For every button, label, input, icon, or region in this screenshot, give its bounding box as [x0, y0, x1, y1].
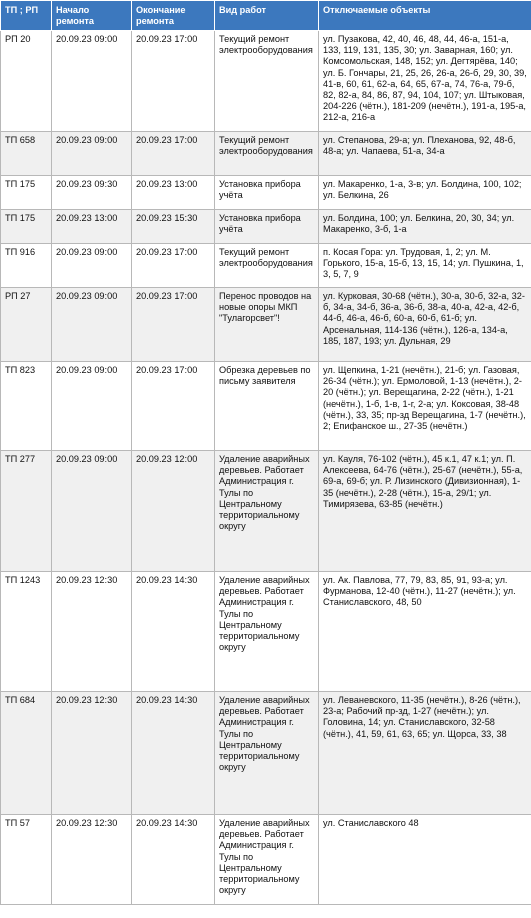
header-end: Окончание ремонта — [132, 1, 215, 31]
cell-work: Удаление аварийных деревьев. Работает Администрация г. Тулы по Центральному территориальному округу — [215, 572, 319, 692]
cell-start: 20.09.23 09:00 — [52, 132, 132, 176]
cell-tp: РП 27 — [1, 288, 52, 362]
header-objects: Отключаемые объекты — [319, 1, 531, 31]
cell-end: 20.09.23 17:00 — [132, 31, 215, 132]
cell-work: Удаление аварийных деревьев. Работает Администрация г. Тулы по Центральному территориальному округу — [215, 692, 319, 815]
cell-work: Текущий ремонт электрооборудования — [215, 31, 319, 132]
cell-tp: ТП 57 — [1, 815, 52, 905]
cell-objects: ул. Леваневского, 11-35 (нечётн.), 8-26 (чётн.), 23-а; Рабочий пр-зд, 1-27 (нечётн.); ул. Головина, 14; ул. Станиславского, 32-58 (чётн.), 41, 59, 61, 63, 65; ул. Щорса, 33, 38 — [319, 692, 531, 815]
cell-start: 20.09.23 12:30 — [52, 572, 132, 692]
cell-objects: ул. Кауля, 76-102 (чётн.), 45 к.1, 47 к.1; ул. П. Алексеева, 64-76 (чётн.), 25-67 (нечётн.), 55-а, 69-а, 69-б; ул. Р. Лизинского (Дивизионная), 1-35 (нечётн.), 2-28 (чётн.), 15-а, 29/1; ул. Тимирязева, 63-85 (нечётн.) — [319, 451, 531, 572]
cell-objects: ул. Макаренко, 1-а, 3-в; ул. Болдина, 100, 102; ул. Белкина, 26 — [319, 176, 531, 210]
cell-start: 20.09.23 09:30 — [52, 176, 132, 210]
cell-work: Удаление аварийных деревьев. Работает Администрация г. Тулы по Центральному территориальному округу — [215, 815, 319, 905]
cell-end: 20.09.23 14:30 — [132, 572, 215, 692]
header-tp: ТП ; РП — [1, 1, 52, 31]
cell-tp: ТП 684 — [1, 692, 52, 815]
cell-start: 20.09.23 12:30 — [52, 815, 132, 905]
cell-end: 20.09.23 12:00 — [132, 451, 215, 572]
cell-end: 20.09.23 17:00 — [132, 288, 215, 362]
cell-start: 20.09.23 09:00 — [52, 362, 132, 451]
table-row — [1, 451, 531, 572]
table-row — [1, 362, 531, 451]
cell-objects: п. Косая Гора: ул. Трудовая, 1, 2; ул. М. Горького, 15-а, 15-б, 13, 15, 14; ул. Пушкина, 1, 3, 5, 7, 9 — [319, 244, 531, 288]
cell-start: 20.09.23 13:00 — [52, 210, 132, 244]
cell-end: 20.09.23 14:30 — [132, 692, 215, 815]
cell-objects: ул. Степанова, 29-а; ул. Плеханова, 92, 48-б, 48-а; ул. Чапаева, 51-а, 34-а — [319, 132, 531, 176]
table-row — [1, 210, 531, 244]
cell-work: Обрезка деревьев по письму заявителя — [215, 362, 319, 451]
cell-start: 20.09.23 09:00 — [52, 31, 132, 132]
header-row — [1, 1, 531, 31]
cell-tp: ТП 916 — [1, 244, 52, 288]
cell-end: 20.09.23 14:30 — [132, 815, 215, 905]
cell-end: 20.09.23 17:00 — [132, 244, 215, 288]
table-row — [1, 692, 531, 815]
cell-tp: ТП 658 — [1, 132, 52, 176]
table-row — [1, 132, 531, 176]
cell-end: 20.09.23 15:30 — [132, 210, 215, 244]
cell-end: 20.09.23 17:00 — [132, 362, 215, 451]
header-start: Начало ремонта — [52, 1, 132, 31]
cell-objects: ул. Станиславского 48 — [319, 815, 531, 905]
cell-tp: ТП 175 — [1, 176, 52, 210]
cell-work: Установка прибора учёта — [215, 210, 319, 244]
table-row — [1, 176, 531, 210]
cell-start: 20.09.23 09:00 — [52, 451, 132, 572]
cell-objects: ул. Щепкина, 1-21 (нечётн.), 21-б; ул. Газовая, 26-34 (чётн.); ул. Ермоловой, 1-13 (нечётн.), 2-20 (чётн.); ул. Верещагина, 2-22 (чётн.), 1-21 (нечётн.), 1-б, 1-в, 1-г, 2-а; ул. Коксовая, 38-48 (чётн.), 33, 35; пр-зд Верещагина, 1-7 (нечётн.), 2; Епифанское ш., 27-35 (нечётн.) — [319, 362, 531, 451]
cell-objects: ул. Пузакова, 42, 40, 46, 48, 44, 46-а, 151-а, 133, 119, 131, 135, 30; ул. Заварная, 160; ул. Комсомольская, 148, 152; ул. Дегтярёва, 140; ул. Б. Гончары, 21, 25, 26, 26-а, 26-б, 29, 30, 39, 41-в, 60, 61, 62-а, 64, 65, 67-а, 74, 76-а, 79-б, 82, 82-а, 84, 86, 87, 94, 104, 107; ул. Штыковая, 204-226 (чётн.), 181-209 (нечётн.), 191-а, 195-а, 212-а, 216-а — [319, 31, 531, 132]
cell-objects: ул. Курковая, 30-68 (чётн.), 30-а, 30-б, 32-а, 32-б, 34-а, 34-б, 36-а, 36-б, 38-а, 40-а, 42-а, 42-б, 44-б, 46-а, 46-б, 60-а, 60-б, 61-б; ул. Арсенальная, 114-136 (чётн.), 126-а, 134-а, 185, 187, 193; ул. Дульная, 29 — [319, 288, 531, 362]
table-row — [1, 31, 531, 132]
cell-tp: ТП 277 — [1, 451, 52, 572]
cell-work: Удаление аварийных деревьев. Работает Администрация г. Тулы по Центральному территориальному округу — [215, 451, 319, 572]
cell-tp: ТП 1243 — [1, 572, 52, 692]
cell-start: 20.09.23 12:30 — [52, 692, 132, 815]
table-row — [1, 244, 531, 288]
table-row — [1, 815, 531, 905]
cell-tp: ТП 175 — [1, 210, 52, 244]
cell-tp: РП 20 — [1, 31, 52, 132]
cell-work: Текущий ремонт электрооборудования — [215, 132, 319, 176]
header-work: Вид работ — [215, 1, 319, 31]
cell-work: Текущий ремонт электрооборудования — [215, 244, 319, 288]
table-row — [1, 572, 531, 692]
cell-objects: ул. Ак. Павлова, 77, 79, 83, 85, 91, 93-а; ул. Фурманова, 12-40 (чётн.), 11-27 (нечётн.); ул. Станиславского, 48, 50 — [319, 572, 531, 692]
cell-end: 20.09.23 13:00 — [132, 176, 215, 210]
table-header — [1, 1, 531, 31]
cell-work: Перенос проводов на новые опоры МКП "Тулагорсвет"! — [215, 288, 319, 362]
table-row — [1, 288, 531, 362]
cell-start: 20.09.23 09:00 — [52, 288, 132, 362]
cell-work: Установка прибора учёта — [215, 176, 319, 210]
cell-end: 20.09.23 17:00 — [132, 132, 215, 176]
table-body — [1, 31, 531, 905]
cell-objects: ул. Болдина, 100; ул. Белкина, 20, 30, 34; ул. Макаренко, 3-б, 1-а — [319, 210, 531, 244]
cell-start: 20.09.23 09:00 — [52, 244, 132, 288]
cell-tp: ТП 823 — [1, 362, 52, 451]
